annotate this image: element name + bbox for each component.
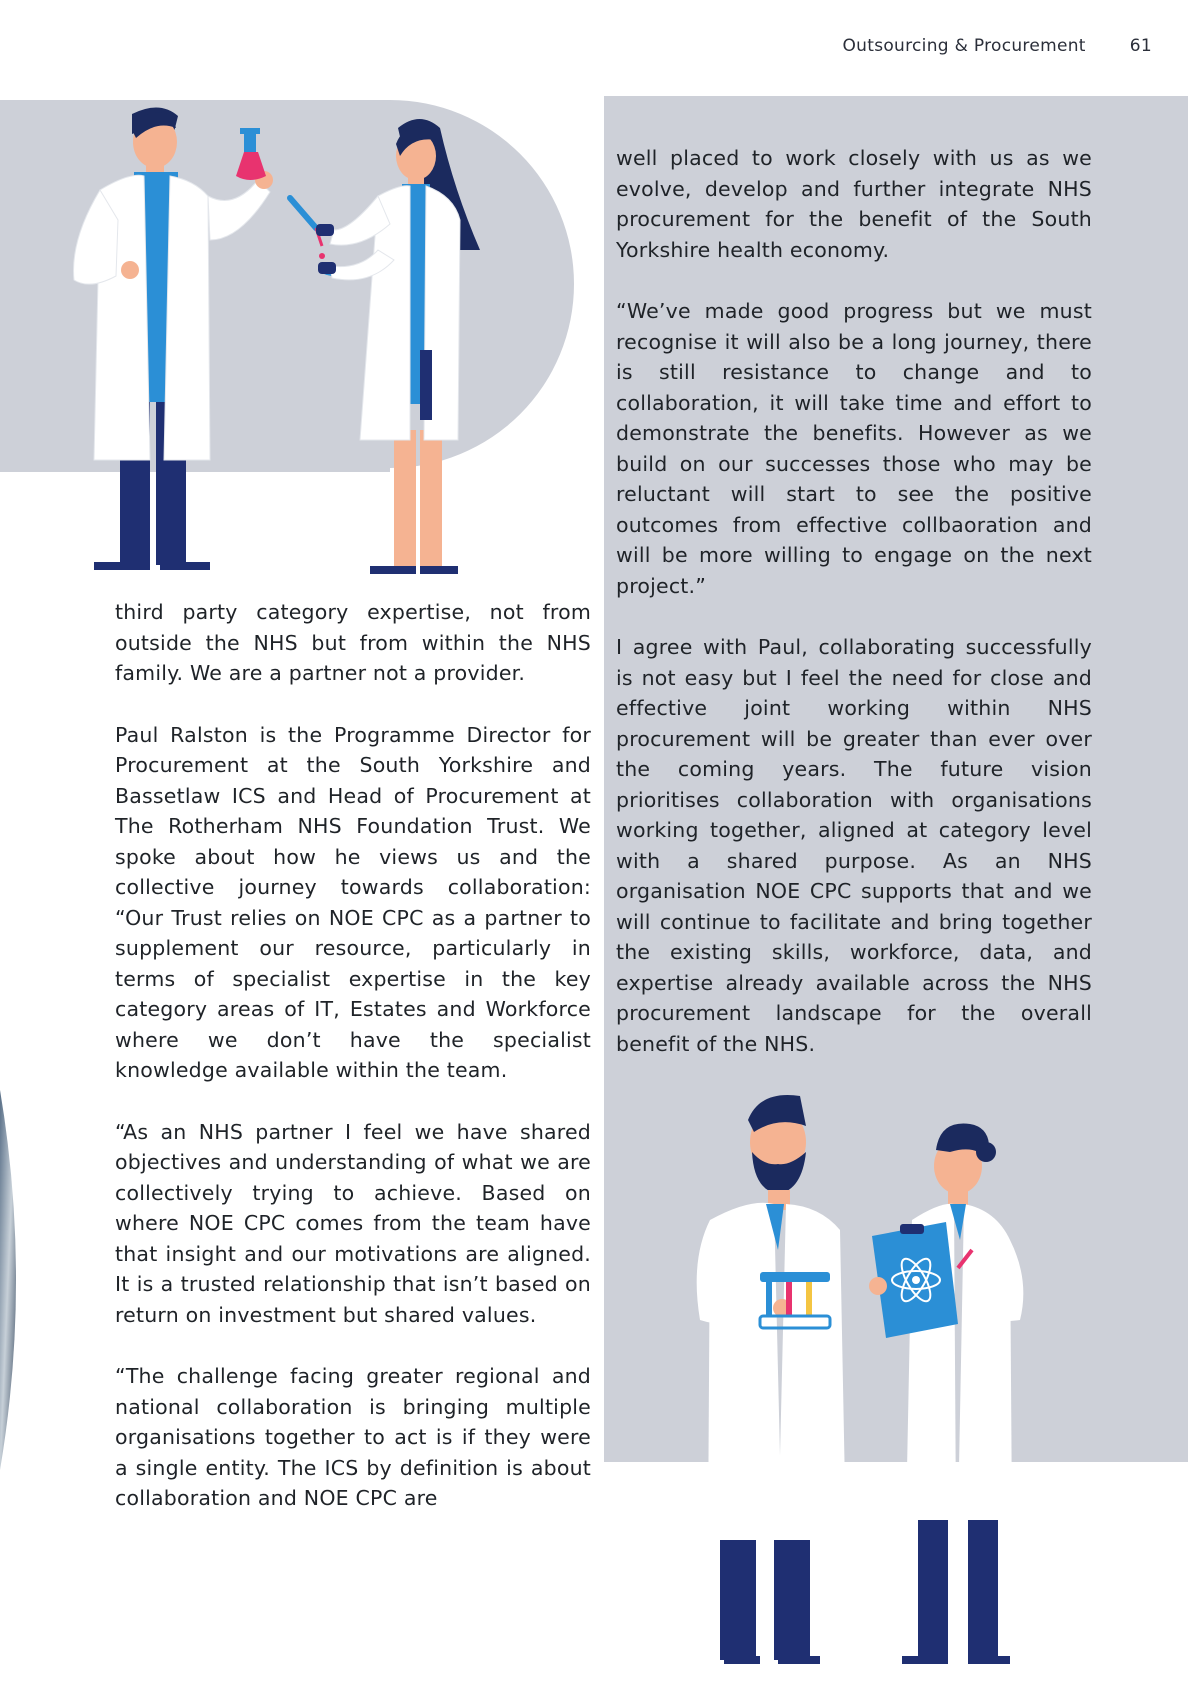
clipboard-icon	[872, 1222, 972, 1338]
scientists-with-flask-illustration	[60, 100, 500, 580]
page-number: 61	[1129, 36, 1152, 56]
paragraph: Paul Ralston is the Programme Director for Procurement at the South Yorkshire and Bassetlaw ICS and Head of Procurement at The Rotherham NHS Foundation Trust. We spoke about how he views us and the collective journey towards collaboration: “Our Trust relies on NOE CPC as a partner to supplement our resource, particularly in terms of specialist expertise in the key category areas of IT, Estates and Workforce where we don’t have the specialist knowledge available within the team.	[115, 722, 591, 1082]
photo-edge-fragment	[0, 1090, 30, 1470]
paragraph: “We’ve made good progress but we must recognise it will also be a long journey, there is still resistance to change and to collaboration, it will take time and effort to demonstrate the benefits. However as we build on our successes those who may be reluctant will start to see the positive outcomes from effective collbaoration and will be more willing to engage on the next project.”	[616, 299, 1092, 598]
flask-icon	[236, 128, 266, 180]
paragraph: well placed to work closely with us as we evolve, develop and further integrate NHS procurement for the benefit of the South Yorkshire health economy.	[616, 146, 1092, 262]
scientists-with-test-tubes-illustration	[650, 1080, 1120, 1680]
section-title: Outsourcing & Procurement	[842, 36, 1086, 56]
female-scientist-figure	[316, 119, 480, 574]
right-text-column	[616, 143, 1092, 1090]
paragraph: third party category expertise, not from outside the NHS but from within the NHS family. We are a partner not a provider.	[115, 600, 591, 685]
paragraph: I agree with Paul, collaborating successfully is not easy but I feel the need for close and effective joint working within NHS procurement will be greater than ever over the coming years. The future vision prioritises collaboration with organisations working together, aligned at category level with a shared purpose. As an NHS organisation NOE CPC supports that and we will continue to facilitate and bring together the existing skills, workforce, data, and expertise already available across the NHS procurement landscape for the overall benefit of the NHS.	[616, 635, 1092, 1056]
page-header	[842, 36, 1152, 56]
paragraph: “The challenge facing greater regional and national collaboration is bringing multiple organisations together to act is if they were a single entity. The ICS by definition is about collaboration and NOE CPC are	[115, 1364, 591, 1510]
paragraph: “As an NHS partner I feel we have shared objectives and understanding of what we are collectively trying to achieve. Based on where NOE CPC comes from the team have that insight and our motivations are aligned. It is a trusted relationship that isn’t based on return on investment but shared values.	[115, 1119, 591, 1327]
left-text-column	[115, 597, 591, 1545]
bearded-scientist-figure	[697, 1095, 846, 1664]
clipboard-scientist-figure	[902, 1124, 1023, 1664]
